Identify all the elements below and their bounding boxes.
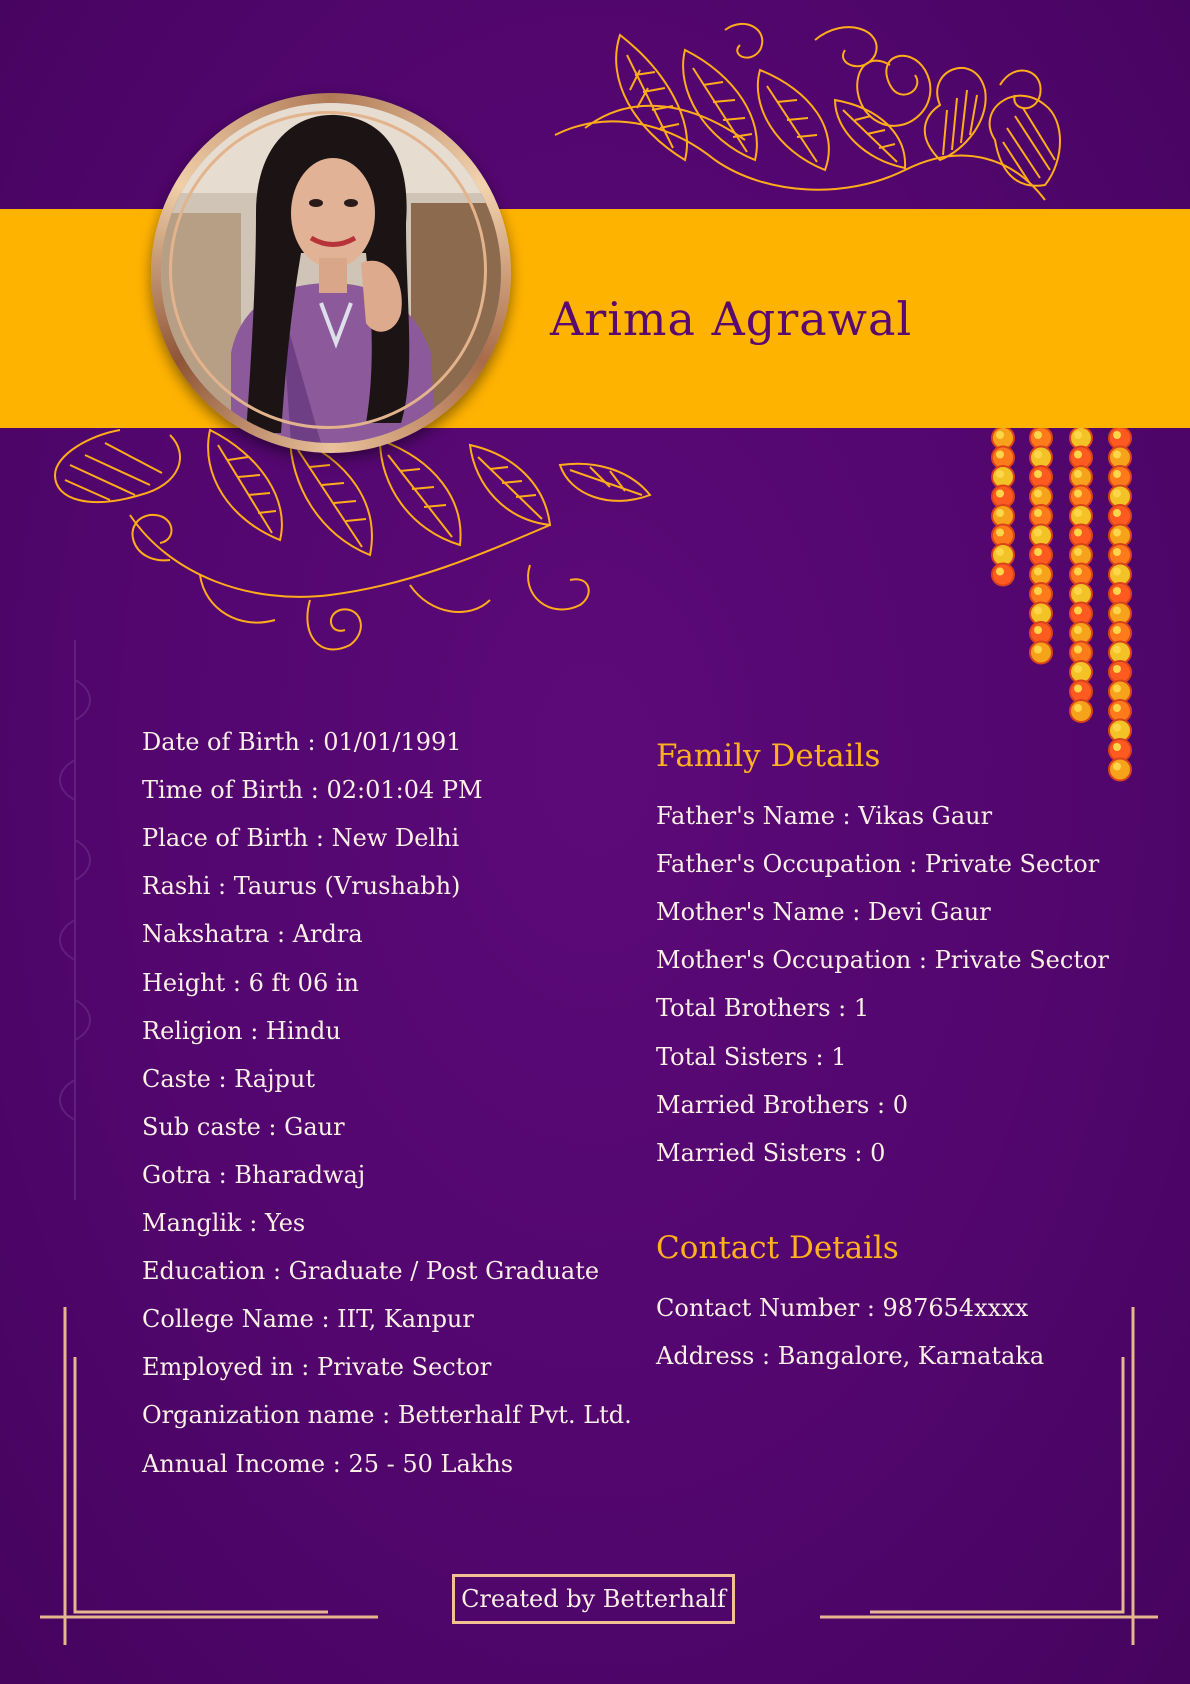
personal-detail-item: Place of Birth : New Delhi: [142, 824, 460, 853]
personal-detail-item: Time of Birth : 02:01:04 PM: [142, 776, 483, 805]
paisley-ornament-bottom-icon: [50, 425, 690, 665]
faint-vine-ornament-icon: [55, 640, 115, 1200]
profile-photo-frame: [151, 93, 511, 453]
created-by-badge: Created by Betterhalf: [452, 1574, 735, 1624]
profile-name: Arima Agrawal: [550, 292, 913, 346]
personal-detail-item: Manglik : Yes: [142, 1209, 306, 1237]
paisley-ornament-top-icon: [545, 10, 1115, 210]
personal-detail-item: Employed in : Private Sector: [142, 1353, 492, 1382]
personal-detail-item: Rashi : Taurus (Vrushabh): [142, 872, 461, 901]
family-detail-item: Father's Occupation : Private Sector: [656, 850, 1100, 879]
family-detail-item: Father's Name : Vikas Gaur: [656, 802, 993, 830]
personal-detail-item: Date of Birth : 01/01/1991: [142, 728, 462, 756]
family-detail-item: Married Brothers : 0: [656, 1090, 908, 1119]
personal-detail-item: Organization name : Betterhalf Pvt. Ltd.: [142, 1401, 632, 1430]
photo-inner-ring: [169, 111, 487, 429]
personal-detail-item: Religion : Hindu: [142, 1016, 341, 1045]
contact-detail-item: Contact Number : 987654xxxx: [656, 1294, 1029, 1322]
personal-detail-item: Education : Graduate / Post Graduate: [142, 1257, 600, 1286]
contact-detail-item: Address : Bangalore, Karnataka: [656, 1342, 1045, 1371]
family-detail-item: Total Brothers : 1: [656, 994, 870, 1023]
personal-detail-item: Height : 6 ft 06 in: [142, 968, 359, 997]
personal-detail-item: Caste : Rajput: [142, 1064, 316, 1093]
personal-detail-item: Nakshatra : Ardra: [142, 920, 363, 949]
personal-detail-item: Gotra : Bharadwaj: [142, 1160, 366, 1189]
personal-detail-item: Annual Income : 25 - 50 Lakhs: [142, 1449, 514, 1478]
family-detail-item: Total Sisters : 1: [656, 1042, 847, 1071]
contact-details-heading: Contact Details: [656, 1230, 899, 1266]
marigold-garland-icon: [985, 428, 1135, 808]
family-detail-item: Mother's Occupation : Private Sector: [656, 946, 1109, 975]
personal-detail-item: College Name : IIT, Kanpur: [142, 1305, 474, 1334]
personal-detail-item: Sub caste : Gaur: [142, 1112, 345, 1141]
family-detail-item: Married Sisters : 0: [656, 1138, 886, 1167]
family-details-heading: Family Details: [656, 738, 881, 774]
family-detail-item: Mother's Name : Devi Gaur: [656, 898, 991, 927]
